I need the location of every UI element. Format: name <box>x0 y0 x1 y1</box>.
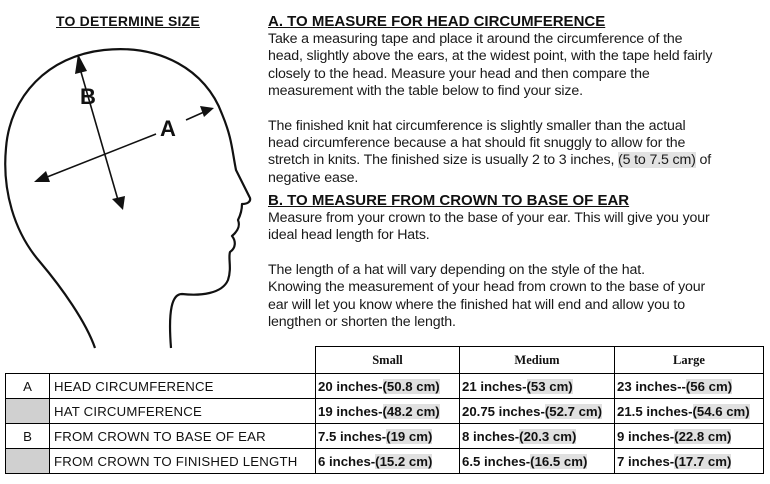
value-medium: 20.75 inches-(52.7 cm) <box>460 399 615 424</box>
measure-line-a-end <box>186 112 204 120</box>
head-diagram <box>0 30 262 350</box>
section-a-paragraph-1: Take a measuring tape and place it around the circumference of the head, slightly above the ears, at the widest point, with the tape held fairly closely to the head. Measure your head and then compare the measurement with the table below to find your size. <box>268 31 713 100</box>
measurement-name: FROM CROWN TO BASE OF EAR <box>50 424 316 449</box>
size-title: TO DETERMINE SIZE <box>56 13 200 29</box>
table-row <box>6 374 764 399</box>
table-row <box>6 449 764 474</box>
row-label <box>6 449 50 474</box>
measurement-name: HAT CIRCUMFERENCE <box>50 399 316 424</box>
measurement-name: HEAD CIRCUMFERENCE <box>50 374 316 399</box>
value-small: 6 inches-(15.2 cm) <box>316 449 460 474</box>
value-medium: 21 inches-(53 cm) <box>460 374 615 399</box>
measurement-name: FROM CROWN TO FINISHED LENGTH <box>50 449 316 474</box>
value-medium: 8 inches-(20.3 cm) <box>460 424 615 449</box>
section-b <box>268 192 766 331</box>
section-a <box>268 13 766 187</box>
header-small: Small <box>316 347 460 374</box>
value-large: 7 inches-(17.7 cm) <box>615 449 764 474</box>
row-label: B <box>6 424 50 449</box>
value-small: 7.5 inches-(19 cm) <box>316 424 460 449</box>
negative-ease-cm: (5 to 7.5 cm) <box>618 152 696 169</box>
value-large: 23 inches--(56 cm) <box>615 374 764 399</box>
section-b-paragraph-1: Measure from your crown to the base of your ear. This will give you your ideal head length for Hats. <box>268 210 710 244</box>
section-a-heading: A. TO MEASURE FOR HEAD CIRCUMFERENCE <box>268 13 606 30</box>
label-a: A <box>160 116 176 141</box>
section-b-paragraph-2: The length of a hat will vary depending on the style of the hat. Knowing the measurement of your head from crown to the base of your ear will let you know where the finished hat will end and allow you to lengthen or shorten the length. <box>268 261 706 331</box>
header-large: Large <box>615 347 764 374</box>
head-outline <box>5 49 250 348</box>
measure-line-a <box>42 134 156 179</box>
arrowhead-a-left <box>34 171 50 182</box>
header-medium: Medium <box>460 347 615 374</box>
value-small: 19 inches-(48.2 cm) <box>316 399 460 424</box>
section-a-paragraph-2: The finished knit hat circumference is slightly smaller than the actual head circumference because a hat should fit snuggly to allow for the stretch in knits. The finished size is usually 2 to 3 inches, (5 to 7.5 cm) of negative ease. <box>268 117 712 186</box>
size-table <box>5 346 764 474</box>
table-row <box>6 424 764 449</box>
row-label <box>6 399 50 424</box>
row-label: A <box>6 374 50 399</box>
value-medium: 6.5 inches-(16.5 cm) <box>460 449 615 474</box>
label-b: B <box>80 84 96 109</box>
value-large: 9 inches-(22.8 cm) <box>615 424 764 449</box>
arrowhead-a-right <box>200 106 214 117</box>
section-b-heading: B. TO MEASURE FROM CROWN TO BASE OF EAR <box>268 192 630 209</box>
value-large: 21.5 inches-(54.6 cm) <box>615 399 764 424</box>
arrowhead-b-bottom <box>112 196 125 210</box>
value-small: 20 inches-(50.8 cm) <box>316 374 460 399</box>
table-row <box>6 399 764 424</box>
table-header-row <box>6 347 764 374</box>
